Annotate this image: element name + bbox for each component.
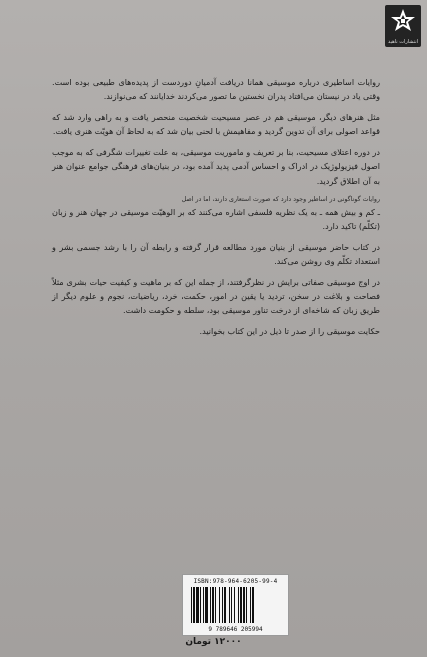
blurb-paragraph: در دوره اعتلای مسیحیت، بنا بر تعریف و ماموریت موسیقی، به علت تغییرات شگرفی که به موجب اصول فیزیولوژیک در ادراک و احساس آدمی پدید آمده بود، در بنیان‌های فرهنگی جوامع عنوان هنر به آن اطلاق گردید. xyxy=(52,147,380,186)
blurb-text xyxy=(52,75,380,345)
star-logo-icon xyxy=(389,8,417,36)
isbn-label: ISBN:978-964-6205-99-4 xyxy=(193,578,278,585)
barcode-icon xyxy=(190,587,281,623)
blurb-paragraph: روایات اساطیری درباره موسیقی همانا دریافت آدمیانِ دوردست از پدیده‌های طبیعی بوده است. وقتی یاد در نیستان می‌افتاد پدران نخستین ما تصور می‌کردند خدایانند که می‌نوازند. xyxy=(52,77,380,102)
publisher-name: انتشارات ناهید xyxy=(387,39,419,45)
price-label: ۱۲۰۰۰ تومان xyxy=(185,637,242,647)
blurb-paragraph: روایات گوناگونی در اساطیر وجود دارد که صورت استعاری دارند، اما در اصل xyxy=(181,195,380,203)
barcode-number: 9 789646 205994 xyxy=(208,626,263,633)
barcode xyxy=(182,574,289,636)
blurb-paragraph: مثل هنرهای دیگر، موسیقی هم در عصر مسیحیت شخصیت منحصر یافت و به راهی وارد شد که قواعد اصولی برای آن تدوین گردید و مفاهیمش با لحنی بیان شد که به لحاظ آن هویّت هنری یافت. xyxy=(52,112,380,137)
publisher-logo xyxy=(385,5,421,47)
blurb-paragraph: در اوج موسیقی صفاتی برایش در نظرگرفتند، از جمله این که بر ماهیت و کیفیت حیات بشری مثلاً فصاحت و بلاغت در سخن، تردید یا یقین در امور، حکمت، خرد، ریاضیات، نجوم و علوم دیگر از طریق زبان که شاخه‌ای از درخت تناور موسیقی بود، سلطه و حکومت داشت. xyxy=(52,276,380,316)
blurb-paragraph: در کتاب حاضر موسیقی از بنیان مورد مطالعه قرار گرفته و رابطه آن را با رشد جسمی بشر و استعداد تکلّم وی روشن می‌کند. xyxy=(52,241,380,266)
blurb-paragraph: حکایت موسیقی را از صدر تا ذیل در این کتاب بخوانید. xyxy=(199,326,380,337)
blurb-paragraph: ـ کم و بیش همه ـ به یک نظریه فلسفی اشاره می‌کنند که بر الوهیّت موسیقی در جهان هنر و زبان (تکلّم) تاکید دارد. xyxy=(52,206,380,231)
